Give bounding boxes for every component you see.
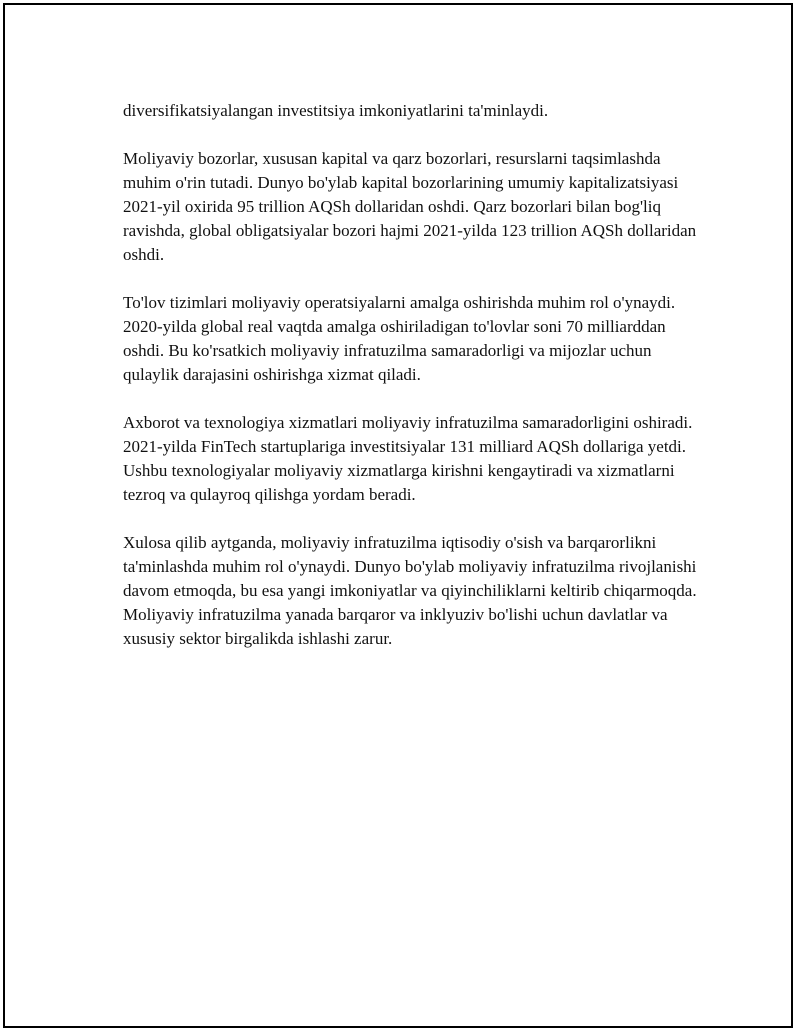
paragraph-financial-markets: Moliyaviy bozorlar, xususan kapital va qarz bozorlari, resurslarni taqsimlashda muhim o'rin tutadi. Dunyo bo'ylab kapital bozorlarining umumiy kapitalizatsiyasi 2021-yil oxirida 95 trillion AQSh dollaridan oshdi. Qarz bozorlari bilan bog'liq ravishda, global obligatsiyalar bozori hajmi 2021-yilda 123 trillion AQSh dollaridan oshdi.: [123, 149, 697, 264]
paragraph-payment-systems: To'lov tizimlari moliyaviy operatsiyalarni amalga oshirishda muhim rol o'ynaydi. 2020-yilda global real vaqtda amalga oshiriladigan to'lovlar soni 70 milliarddan oshdi. Bu ko'rsatkich moliyaviy infratuzilma samaradorligi va mijozlar uchun qulaylik darajasini oshirishga xizmat qiladi.: [123, 293, 676, 384]
paragraph-continuation: diversifikatsiyalangan investitsiya imkoniyatlarini ta'minlaydi.: [123, 101, 549, 120]
paragraph-information-technology: Axborot va texnologiya xizmatlari moliyaviy infratuzilma samaradorligini oshiradi. 2021-yilda FinTech startuplariga investitsiyalar 131 milliard AQSh dollariga yetdi. Ushbu texnologiyalar moliyaviy xizmatlarga kirishni kengaytiradi va xizmatlarni tezroq va qulayroq qilishga yordam beradi.: [123, 413, 693, 504]
paragraph-conclusion: Xulosa qilib aytganda, moliyaviy infratuzilma iqtisodiy o'sish va barqarorlikni ta'minlashda muhim rol o'ynaydi. Dunyo bo'ylab moliyaviy infratuzilma rivojlanishi davom etmoqda, bu esa yangi imkoniyatlar va qiyinchiliklarni keltirib chiqarmoqda. Moliyaviy infratuzilma yanada barqaror va inklyuziv bo'lishi uchun davlatlar va xususiy sektor birgalikda ishlashi zarur.: [123, 533, 697, 648]
document-page: [3, 3, 793, 1028]
document-body: [123, 99, 698, 675]
